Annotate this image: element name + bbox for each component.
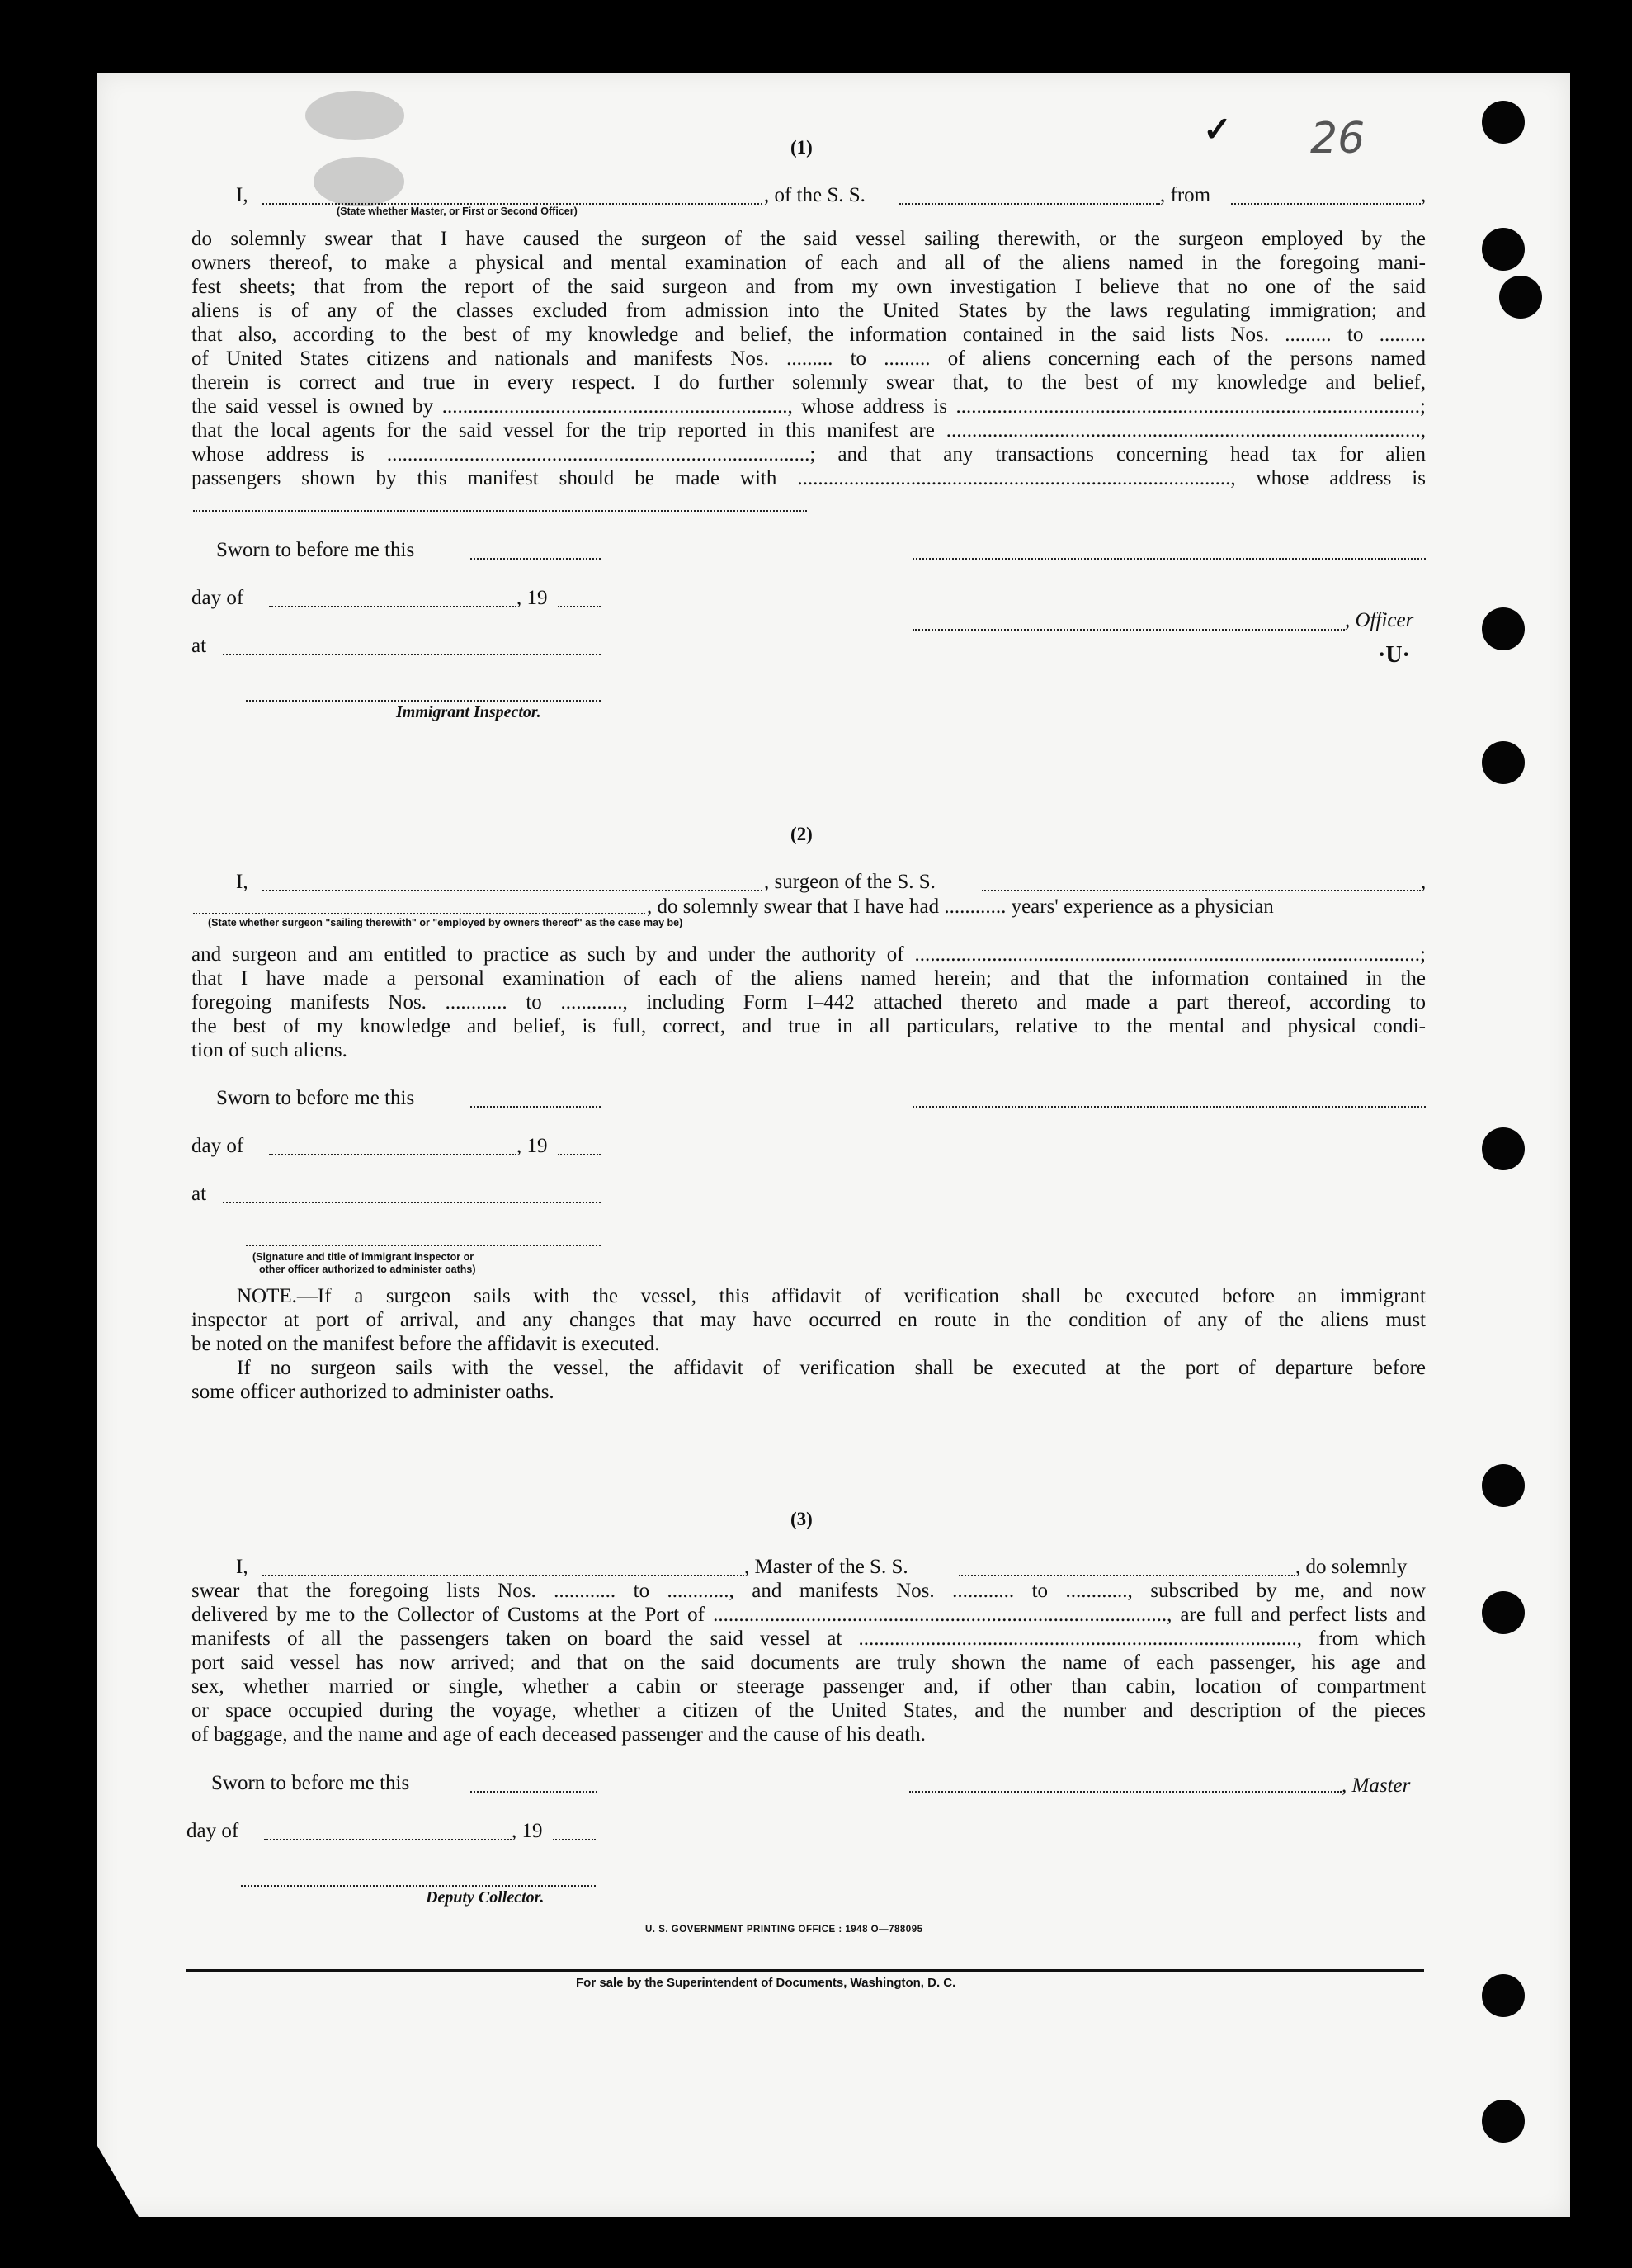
- name-blank: [262, 890, 762, 891]
- sale-notice: For sale by the Superintendent of Documents, Washington, D. C.: [576, 1976, 956, 1990]
- oath-intro: I,: [236, 1556, 248, 1578]
- section-number: (2): [790, 824, 813, 844]
- footer-rule: [186, 1969, 1424, 1972]
- line-end-comma: ,: [1421, 871, 1427, 893]
- at-label: at: [191, 1183, 207, 1205]
- day-of-label: day of: [191, 587, 244, 609]
- paragraph-line: and surgeon and am entitled to practice as such by and under the authority of ..................................................................................................;: [191, 943, 1426, 966]
- year-blank: [558, 606, 601, 607]
- punch-hole: [1482, 607, 1525, 650]
- officer-signature-blank: [913, 558, 1426, 560]
- signature-blank: [913, 1106, 1426, 1108]
- section-number: (1): [790, 137, 813, 158]
- sworn-date-blank: [470, 1791, 597, 1793]
- collector-signature-blank: [241, 1885, 596, 1887]
- note-line: NOTE.—If a surgeon sails with the vessel, this affidavit of verification shall be executed before an immigrant: [237, 1285, 1426, 1307]
- paragraph-line: whose address is ..................................................................................; and that any transactions concerning head tax for alien: [191, 443, 1426, 465]
- paragraph-line: owners thereof, to make a physical and mental examination of each and all of the aliens named in the foregoing mani-: [191, 252, 1426, 274]
- section-number: (3): [790, 1509, 813, 1529]
- margin-scrawl: ·U·: [1378, 642, 1410, 668]
- place-blank: [223, 654, 601, 655]
- paragraph-line: that the local agents for the said vessel for the trip reported in this manifest are ............................................................................................,: [191, 419, 1426, 442]
- punch-hole: [1482, 1127, 1525, 1170]
- stamp-smudge: [314, 157, 404, 206]
- oath-paragraph: [191, 227, 1426, 490]
- handwritten-page-number: 26: [1310, 114, 1366, 163]
- inspector-signature-blank: [246, 1245, 601, 1246]
- experience-line: , do solemnly swear that I have had ............ years' experience as a physician: [647, 895, 1274, 918]
- punch-hole: [1482, 228, 1525, 271]
- punch-hole: [1482, 1464, 1525, 1507]
- month-blank: [269, 1154, 516, 1155]
- paragraph-line: the said vessel is owned by ..................................................................., whose address is ..........................................................................................;: [191, 395, 1426, 418]
- year-prefix: , 19: [516, 1135, 548, 1157]
- paragraph-line: that I have made a personal examination of each of the aliens named herein; and that the information contained in the: [191, 967, 1426, 990]
- printing-office-line: U. S. GOVERNMENT PRINTING OFFICE : 1948 O—788095: [645, 1925, 923, 1935]
- master-label: , Master: [1342, 1774, 1411, 1797]
- month-blank: [264, 1839, 512, 1840]
- year-blank: [558, 1154, 601, 1155]
- punch-hole: [1482, 2100, 1525, 2143]
- ship-blank: [959, 1575, 1295, 1576]
- paragraph-line: do solemnly swear that I have caused the surgeon of the said vessel sailing therewith, or the surgeon employed by the: [191, 228, 1426, 250]
- paragraph-line: foregoing manifests Nos. ............ to ............, including Form I–442 attached thereto and made a part thereof, according to: [191, 991, 1426, 1014]
- solemnly-label: , do solemnly: [1295, 1556, 1408, 1578]
- punch-hole: [1482, 1974, 1525, 2017]
- check-mark: ✓: [1203, 111, 1233, 149]
- oath-from-label: , from: [1160, 184, 1211, 206]
- note-paragraph: [191, 1284, 1426, 1404]
- paragraph-line: or space occupied during the voyage, whether a citizen of the United States, and the number and description of the pieces: [191, 1699, 1426, 1722]
- note-line: inspector at port of arrival, and any changes that may have occurred en route in the condition of any of the aliens must: [191, 1309, 1426, 1331]
- paragraph-line: manifests of all the passengers taken on board the said vessel at ....................................................................................., from which: [191, 1628, 1426, 1650]
- port-blank: [1231, 203, 1421, 205]
- paragraph-line: aliens is of any of the classes excluded from admission into the United States by the laws regulating immigration; and: [191, 300, 1426, 322]
- name-blank: [262, 203, 762, 205]
- name-blank: [262, 1575, 744, 1576]
- month-blank: [269, 606, 516, 607]
- address-blank: [193, 510, 807, 512]
- officer-label: , Officer: [1345, 609, 1414, 631]
- oath-paragraph: [191, 943, 1426, 1062]
- paragraph-line: delivered by me to the Collector of Customs at the Port of ........................................................................................, are full and perfect lists and: [191, 1604, 1426, 1626]
- paragraph-line: sex, whether married or single, whether a cabin or steerage passenger and, if other than cabin, location of compartment: [191, 1675, 1426, 1698]
- year-prefix: , 19: [516, 587, 548, 609]
- sworn-date-blank: [470, 1106, 601, 1108]
- oath-intro: I,: [236, 184, 248, 206]
- torn-corner: [97, 2146, 139, 2217]
- note-line: be noted on the manifest before the affidavit is executed.: [191, 1333, 660, 1355]
- punch-hole: [1482, 1591, 1525, 1634]
- master-signature-blank: [909, 1791, 1342, 1793]
- day-of-label: day of: [186, 1820, 239, 1842]
- at-label: at: [191, 635, 207, 657]
- signature-caption: (Signature and title of immigrant inspector or: [252, 1251, 474, 1263]
- sworn-date-blank: [470, 558, 601, 560]
- stamp-smudge: [305, 91, 404, 140]
- year-blank: [553, 1839, 596, 1840]
- punch-hole: [1482, 741, 1525, 784]
- sworn-label: Sworn to before me this: [216, 1087, 415, 1109]
- ship-blank: [982, 890, 1421, 891]
- paragraph-line: port said vessel has now arrived; and that on the said documents are truly shown the name of each passenger, his age and: [191, 1651, 1426, 1674]
- punch-hole: [1482, 101, 1525, 144]
- paragraph-line: of baggage, and the name and age of each deceased passenger and the cause of his death.: [191, 1723, 926, 1746]
- master-ship-label: , Master of the S. S.: [744, 1556, 908, 1578]
- paragraph-line: tion of such aliens.: [191, 1039, 347, 1061]
- officer-title-blank: [913, 629, 1345, 631]
- surgeon-label: , surgeon of the S. S.: [764, 871, 936, 893]
- field-caption: (State whether surgeon "sailing therewith" or "employed by owners thereof" as the case may be): [208, 917, 683, 928]
- sworn-label: Sworn to before me this: [216, 539, 415, 561]
- place-blank: [223, 1202, 601, 1203]
- sworn-label: Sworn to before me this: [211, 1772, 410, 1794]
- oath-intro: I,: [236, 871, 248, 893]
- paragraph-line: swear that the foregoing lists Nos. ............ to ............, and manifests Nos. ............ to ............, subscribed by me, and now: [191, 1580, 1426, 1602]
- inspector-label: Immigrant Inspector.: [396, 703, 541, 721]
- ship-blank: [899, 203, 1160, 205]
- note-line: some officer authorized to administer oaths.: [191, 1381, 554, 1403]
- signature-caption: other officer authorized to administer oaths): [259, 1264, 476, 1275]
- field-caption: (State whether Master, or First or Second Officer): [337, 206, 578, 217]
- paragraph-line: therein is correct and true in every respect. I do further solemnly swear that, to the best of my knowledge and belief,: [191, 371, 1426, 394]
- paragraph-line: the best of my knowledge and belief, is full, correct, and true in all particulars, relative to the mental and physical condi-: [191, 1015, 1426, 1037]
- paragraph-line: that also, according to the best of my knowledge and belief, the information contained in the said lists Nos. ......... to .........: [191, 324, 1426, 346]
- punch-hole: [1499, 276, 1542, 319]
- collector-label: Deputy Collector.: [426, 1888, 545, 1907]
- oath-ship-label: , of the S. S.: [764, 184, 866, 206]
- day-of-label: day of: [191, 1135, 244, 1157]
- surgeon-type-blank: [193, 913, 645, 914]
- paragraph-line: of United States citizens and nationals and manifests Nos. ......... to ......... of aliens concerning each of the persons named: [191, 347, 1426, 370]
- paragraph-line: passengers shown by this manifest should be made with ...................................................................................., whose address is: [191, 467, 1426, 489]
- oath-paragraph: [191, 1579, 1426, 1746]
- inspector-signature-blank: [246, 700, 601, 702]
- line-end-comma: ,: [1421, 184, 1427, 206]
- year-prefix: , 19: [512, 1820, 543, 1842]
- note-line: If no surgeon sails with the vessel, the affidavit of verification shall be executed at the port of departure before: [237, 1357, 1426, 1379]
- paragraph-line: fest sheets; that from the report of the said surgeon and from my own investigation I believe that no one of the said: [191, 276, 1426, 298]
